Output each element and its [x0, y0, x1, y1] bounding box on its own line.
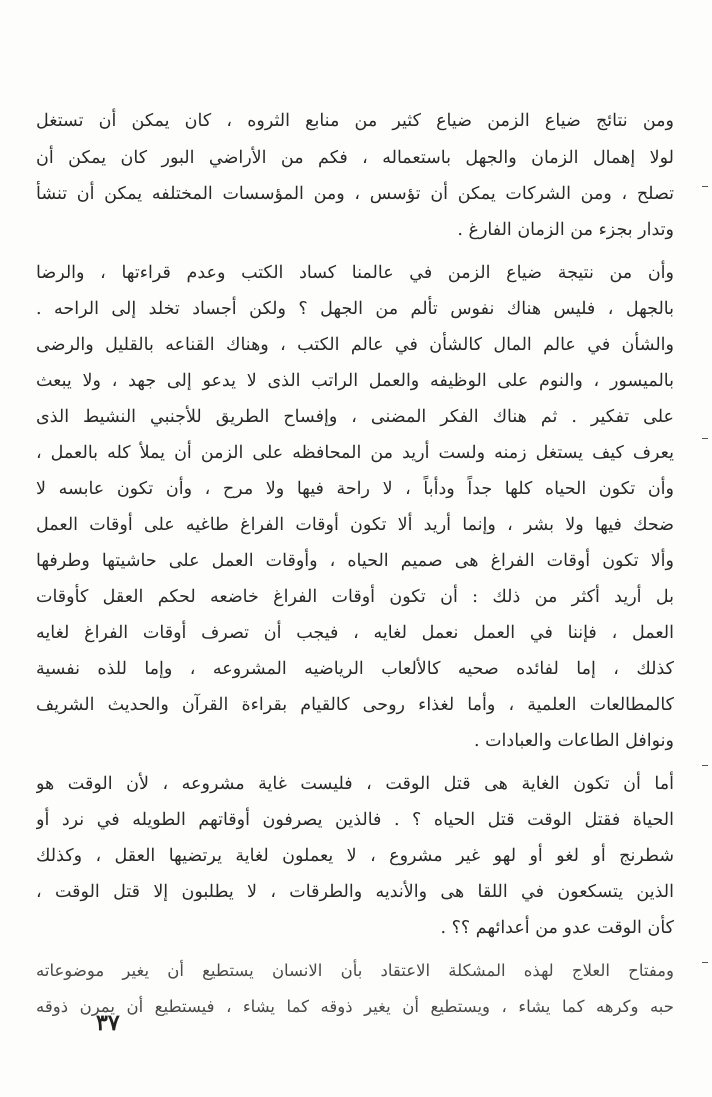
text-line: يعرف كيف يستغل زمنه ولست أريد من المحافظه على الزمن أن يملأ كله بالعمل ،	[36, 443, 674, 463]
text-line: وألا تكون أوقات الفراغ هى صميم الحياه ، وأوقات العمل على حاشيتها وطرفها	[36, 551, 674, 571]
text-line: وتدار بجزء من الزمان الفارغ .	[457, 220, 674, 240]
margin-mark	[702, 765, 708, 766]
text-line: ونوافل الطاعات والعبادات .	[473, 731, 674, 751]
text-line: ضحك فيها ولا بشر ، وإنما أريد ألا تكون أوقات الفراغ طاغيه على أوقات العمل	[36, 515, 674, 535]
text-line: لولا إهمال الزمان والجهل باستعماله ، فكم من الأراضي البور كان يمكن أن	[36, 148, 674, 168]
text-line: وأن تكون الحياه كلها جداً ودأباً ، لا راحة فيها ولا مرح ، وأن تكون عابسه لا	[36, 479, 674, 499]
text-line: بالجهل ، فليس هناك نفوس تألم من الجهل ؟ ولكن أجساد تخلد إلى الراحه .	[36, 299, 674, 319]
text-line: ومن نتائج ضياع الزمن ضياع كثير من منابع الثروه ، كان يمكن أن تستغل	[36, 111, 674, 131]
text-line: تصلح ، ومن الشركات يمكن أن تؤسس ، ومن المؤسسات المختلفه يمكن أن تنشأ	[36, 184, 674, 204]
margin-mark	[702, 438, 708, 439]
text-line: ومفتاح العلاج لهذه المشكلة الاعتقاد بأن الانسان يستطيع أن يغير موضوعاته	[36, 961, 674, 980]
margin-mark	[702, 186, 708, 187]
text-line: الحياة فقتل الوقت قتل الحياه ؟ . فالذين يصرفون أوقاتهم الطويله في نرد أو	[36, 810, 674, 830]
text-line: بالميسور ، والنوم على الوظيفه والعمل الراتب الذى لا يدعو إلى جهد ، ولا يبعث	[36, 371, 674, 391]
text-line: على تفكير . ثم هناك الفكر المضنى ، وإفساح الطريق للأجنبي النشيط الذى	[36, 407, 674, 427]
text-line: أما أن تكون الغاية هى قتل الوقت ، فليست غاية مشروعه ، لأن الوقت هو	[36, 774, 674, 794]
text-line: والشأن في عالم المال كالشأن في عالم الكتب ، وهناك القناعه بالقليل والرضى	[36, 335, 674, 355]
text-line: الذين يتسكعون في اللقا هى والأنديه والطرقات ، لا يطلبون إلا قتل الوقت ،	[36, 882, 674, 902]
text-line: بل أريد أكثر من ذلك : أن تكون أوقات الفراغ خاضعه لحكم العقل كأوقات	[36, 587, 674, 607]
text-line: كأن الوقت عدو من أعدائهم ؟؟ .	[440, 918, 674, 938]
text-line: حبه وكرهه كما يشاء ، ويستطيع أن يغير ذوقه كما يشاء ، فيستطيع أن يمرن ذوقه	[36, 997, 674, 1016]
text-line: وأن من نتيجة ضياع الزمن في عالمنا كساد الكتب وعدم قراءتها ، والرضا	[36, 263, 674, 283]
page-number: ٣٧	[96, 1010, 120, 1036]
margin-mark	[702, 962, 708, 963]
text-line: كذلك ، إما لفائده صحيه كالألعاب الرياضيه المشروعه ، وإما للذه نفسية	[36, 659, 674, 679]
text-line: شطرنج أو لغو أو لهو غير مشروع ، لا يعملون لغاية يرتضيها العقل ، وكذلك	[36, 846, 674, 866]
text-line: كالمطالعات العلمية ، وأما لغذاء روحى كالقيام بقراءة القرآن والحديث الشريف	[36, 695, 674, 715]
text-line: العمل ، فإننا في العمل نعمل لغايه ، فيجب أن تصرف أوقات الفراغ لغايه	[36, 623, 674, 643]
